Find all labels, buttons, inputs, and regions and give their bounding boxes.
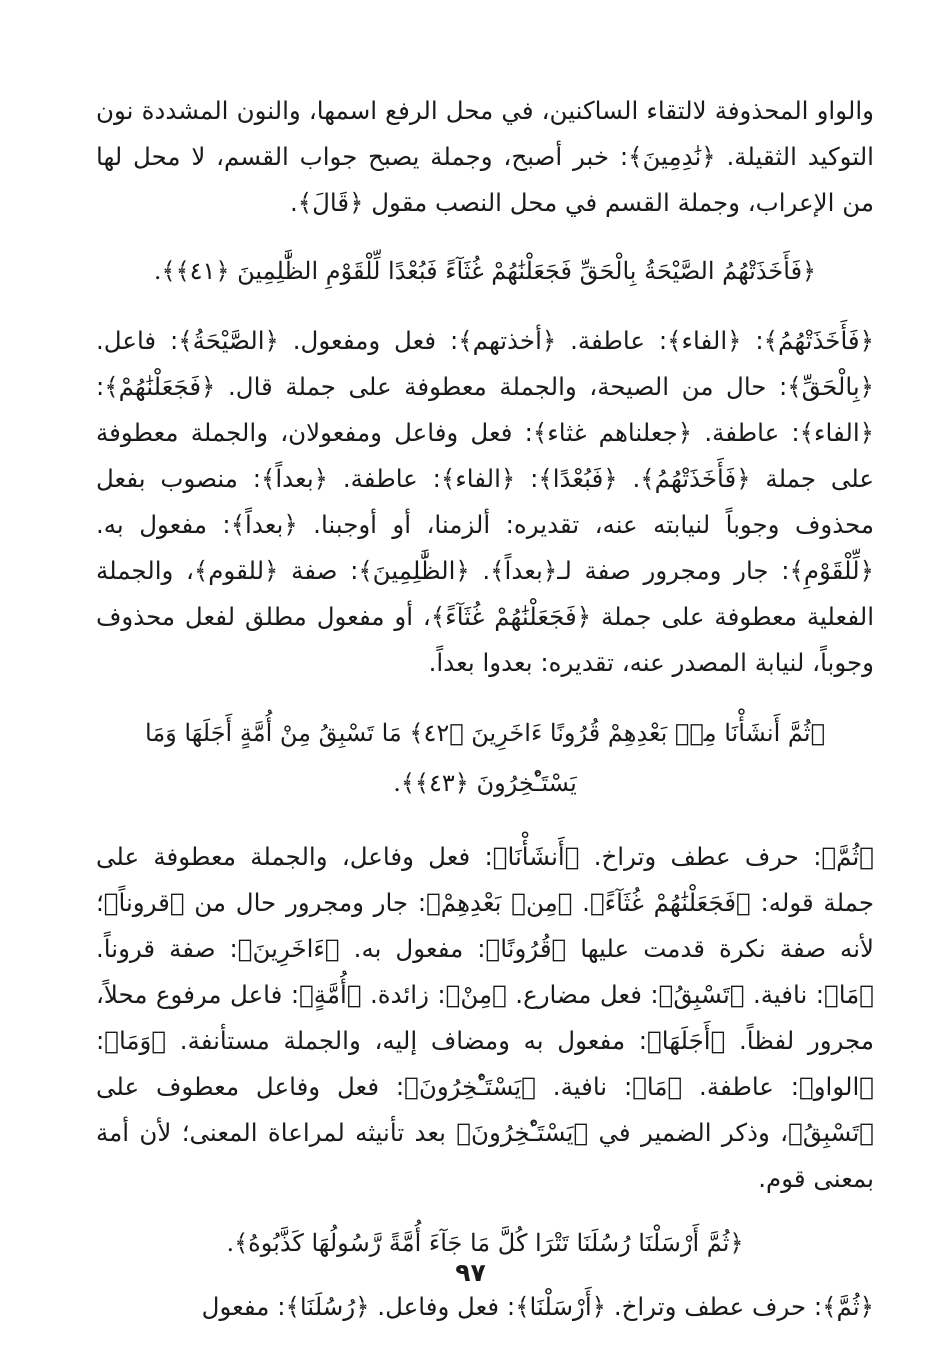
page-body — [96, 88, 874, 1330]
quran-verse: ﴿ثُمَّ أَنشَأْنَا مِنۢ بَعْدِهِمْ قُرُونًا ءَاخَرِينَ ﴿٤٢﴾ مَا تَسْبِقُ مِنْ أُمَّةٍ أَجَلَهَا وَمَا يَسْتَـْٔخِرُونَ ﴿٤٣﴾﴾. — [145, 719, 825, 797]
commentary-paragraph: ﴿ثُمَّ﴾: حرف عطف وتراخ. ﴿أَنشَأْنَا﴾: فعل وفاعل، والجملة معطوفة على جملة قوله: ﴿فَجَعَلْنَٰهُمْ غُثَآءً﴾. ﴿مِنۢ بَعْدِهِمْ﴾: جار ومجرور حال من ﴿قروناً﴾؛ لأنه صفة نكرة قدمت عليها ﴿قُرُونًا﴾: مفعول به. ﴿ءَاخَرِينَ﴾: صفة قروناً. ﴿مَا﴾: نافية. ﴿تَسْبِقُ﴾: فعل مضارع. ﴿مِنْ﴾: زائدة. ﴿أُمَّةٍ﴾: فاعل مرفوع محلاً، مجرور لفظاً. ﴿أَجَلَهَا﴾: مفعول به ومضاف إليه، والجملة مستأنفة. ﴿وَمَا﴾: ﴿الواو﴾: عاطفة. ﴿مَا﴾: نافية. ﴿يَسْتَـْٔخِرُونَ﴾: فعل وفاعل معطوف على ﴿تَسْبِقُ﴾، وذكر الضمير في ﴿يَسْتَـْٔخِرُونَ﴾ بعد تأنيثه لمراعاة المعنى؛ لأن أمة بمعنى قوم. — [96, 842, 874, 1193]
spacer — [96, 296, 874, 318]
spacer — [96, 226, 874, 246]
commentary-paragraph: ﴿فَأَخَذَتْهُمُ﴾: ﴿الفاء﴾: عاطفة. ﴿أخذتهم﴾: فعل ومفعول. ﴿الصَّيْحَةُ﴾: فاعل. ﴿بِالْحَقِّ﴾: حال من الصيحة، والجملة معطوفة على جملة قال. ﴿فَجَعَلْنَٰهُمْ﴾: ﴿الفاء﴾: عاطفة. ﴿جعلناهم غثاء﴾: فعل وفاعل ومفعولان، والجملة معطوفة على جملة ﴿فَأَخَذَتْهُمُ﴾. ﴿فَبُعْدًا﴾: ﴿الفاء﴾: عاطفة. ﴿بعداً﴾: منصوب بفعل محذوف وجوباً لنيابته عنه، تقديره: ألزمنا، أو أوجبنا. ﴿بعداً﴾: مفعول به. ﴿لِّلْقَوْمِ﴾: جار ومجرور صفة لـ﴿بعداً﴾. ﴿الظَّٰلِمِينَ﴾: صفة ﴿للقوم﴾، والجملة الفعلية معطوفة على جملة ﴿فَجَعَلْنَٰهُمْ غُثَآءً﴾، أو مفعول مطلق لفعل محذوف وجوباً، لنيابة المصدر عنه، تقديره: بعدوا بعداً. — [96, 326, 874, 677]
commentary-paragraph: والواو المحذوفة لالتقاء الساكنين، في محل الرفع اسمها، والنون المشددة نون التوكيد الثقيلة. ﴿نَٰدِمِينَ﴾: خبر أصبح، وجملة يصبح جواب القسم، لا محل لها من الإعراب، وجملة القسم في محل النصب مقول ﴿قَالَ﴾. — [96, 96, 874, 217]
spacer — [96, 1202, 874, 1218]
quran-verse: ﴿فَأَخَذَتْهُمُ الصَّيْحَةُ بِالْحَقِّ فَجَعَلْنَٰهُمْ غُثَآءً فَبُعْدًا لِّلْقَوْمِ الظَّٰلِمِينَ ﴿٤١﴾﴾. — [153, 257, 817, 285]
quran-verse: ﴿ثُمَّ أَرْسَلْنَا رُسُلَنَا تَتْرَا كُلَّ مَا جَآءَ أُمَّةً رَّسُولُهَا كَذَّبُوهُ﴾. — [226, 1229, 744, 1257]
commentary-paragraph: ﴿ثُمَّ﴾: حرف عطف وتراخ. ﴿أَرْسَلْنَا﴾: فعل وفاعل. ﴿رُسُلَنَا﴾: مفعول — [201, 1292, 874, 1321]
spacer — [96, 686, 874, 708]
page-number: ٩٧ — [455, 1258, 486, 1287]
spacer — [96, 808, 874, 834]
